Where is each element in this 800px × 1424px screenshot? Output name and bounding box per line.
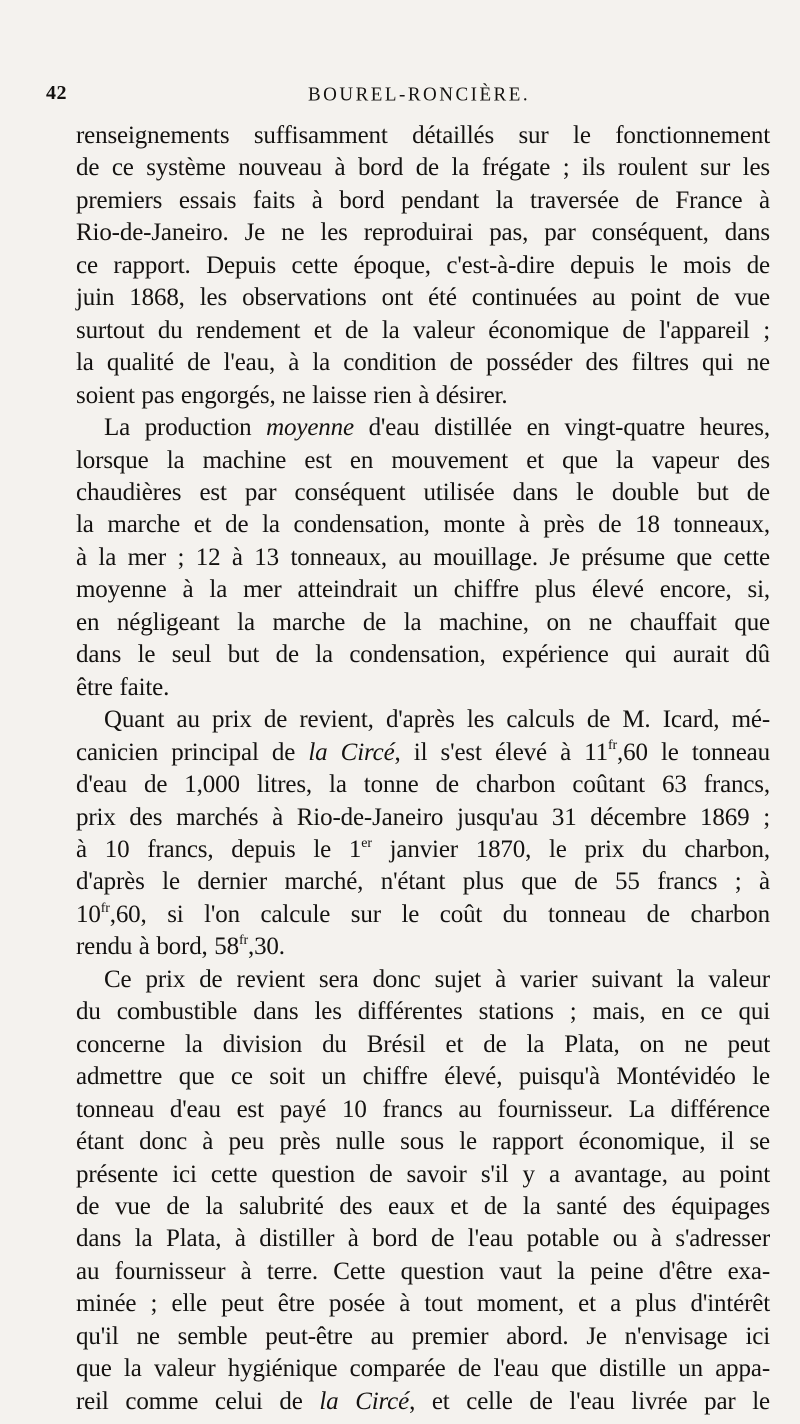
- text-line: à la mer ; 12 à 13 tonneaux, au mouillage. Je présume que cette: [76, 543, 770, 571]
- text-line: dans la Plata, à distiller à bord de l'eau potable ou à s'adresser: [76, 1225, 770, 1253]
- text-line: dans le seul but de la condensation, expérience qui aurait dû: [76, 641, 770, 669]
- text-line: en négligeant la marche de la machine, on ne chauffait que: [76, 608, 770, 636]
- superscript-abbrev: fr: [238, 933, 248, 948]
- text-line: prix des marchés à Rio-de-Janeiro jusqu'au 31 décembre 1869 ;: [76, 803, 770, 831]
- superscript-abbrev: er: [361, 835, 372, 851]
- text-line: premiers essais faits à bord pendant la traversée de France à: [76, 186, 770, 214]
- text-line: qu'il ne semble peut-être au premier abord. Je n'envisage ici: [76, 1322, 770, 1350]
- text-line: surtout du rendement et de la valeur économique de l'appareil ;: [76, 316, 770, 344]
- text-line: étant donc à peu près nulle sous le rapport économique, il se: [76, 1128, 770, 1156]
- paragraph: [76, 704, 770, 964]
- paragraph: [76, 964, 770, 1418]
- text-line: minée ; elle peut être posée à tout moment, et a plus d'intérêt: [76, 1290, 770, 1318]
- text-line: Ce prix de revient sera donc sujet à varier suivant la valeur: [104, 965, 770, 993]
- text-line: au fournisseur à terre. Cette question vaut la peine d'être exa-: [76, 1257, 770, 1285]
- text-line: rendu à bord, $58^{fr},30$.: [76, 933, 285, 961]
- superscript-abbrev: fr: [100, 900, 110, 916]
- text-line: juin 1868, les observations ont été continuées au point de vue: [76, 284, 770, 312]
- page-number: 42: [46, 82, 67, 104]
- text-line: à 10 francs, depuis le 1er janvier 1870, le prix du charbon,: [76, 835, 770, 863]
- text-line: canicien principal de la Circé, il s'est élevé à $11^{fr},60$ le tonneau: [76, 738, 770, 766]
- paragraph: [76, 120, 770, 412]
- paragraph: [76, 412, 770, 704]
- text-line: tonneau d'eau est payé 10 francs au fournisseur. La différence: [76, 1095, 770, 1123]
- italic-text: moyenne: [266, 414, 354, 442]
- text-line: chaudières est par conséquent utilisée dans le double but de: [76, 478, 770, 506]
- text-line: être faite.: [76, 673, 170, 701]
- text-line: soient pas engorgés, ne laisse rien à désirer.: [76, 381, 508, 409]
- text-line: ce rapport. Depuis cette époque, c'est-à-dire depuis le mois de: [76, 251, 770, 279]
- text-line: lorsque la machine est en mouvement et que la vapeur des: [76, 446, 770, 474]
- text-line: Quant au prix de revient, d'après les calculs de M. Icard, mé-: [104, 706, 770, 734]
- text-line: d'eau de 1,000 litres, la tonne de charbon coûtant 63 francs,: [76, 771, 770, 799]
- text-line: de vue de la salubrité des eaux et de la santé des équipages: [76, 1192, 770, 1220]
- text-line: Rio-de-Janeiro. Je ne les reproduirai pas, par conséquent, dans: [76, 219, 770, 247]
- text-line: reil comme celui de la Circé, et celle de l'eau livrée par le: [76, 1387, 770, 1415]
- text-line: de ce système nouveau à bord de la frégate ; ils roulent sur les: [76, 154, 770, 182]
- italic-text: la Circé: [308, 738, 395, 766]
- text-line: du combustible dans les différentes stations ; mais, en ce qui: [76, 998, 770, 1026]
- body-text: [76, 120, 770, 1418]
- text-line: d'après le dernier marché, n'étant plus que de 55 francs ; à: [76, 868, 770, 896]
- italic-text: la Circé: [319, 1387, 410, 1415]
- text-line: présente ici cette question de savoir s'il y a avantage, au point: [76, 1160, 770, 1188]
- text-line: admettre que ce soit un chiffre élevé, puisqu'à Montévidéo le: [76, 1063, 770, 1091]
- text-line: moyenne à la mer atteindrait un chiffre plus élevé encore, si,: [76, 576, 770, 604]
- page-header: [46, 82, 766, 108]
- text-line: renseignements suffisamment détaillés sur le fonctionnement: [76, 122, 770, 149]
- text-line: concerne la division du Brésil et de la Plata, on ne peut: [76, 1030, 770, 1058]
- text-line: La production moyenne d'eau distillée en vingt-quatre heures,: [104, 414, 770, 442]
- running-head: BOUREL-RONCIÈRE.: [308, 83, 531, 106]
- text-line: $10^{fr},60$, si l'on calcule sur le coût du tonneau de charbon: [76, 900, 770, 928]
- text-line: que la valeur hygiénique comparée de l'eau que distille un appa-: [76, 1355, 770, 1383]
- text-line: la qualité de l'eau, à la condition de posséder des filtres qui ne: [76, 349, 770, 377]
- text-line: la marche et de la condensation, monte à près de 18 tonneaux,: [76, 511, 770, 539]
- superscript-abbrev: fr: [607, 738, 618, 754]
